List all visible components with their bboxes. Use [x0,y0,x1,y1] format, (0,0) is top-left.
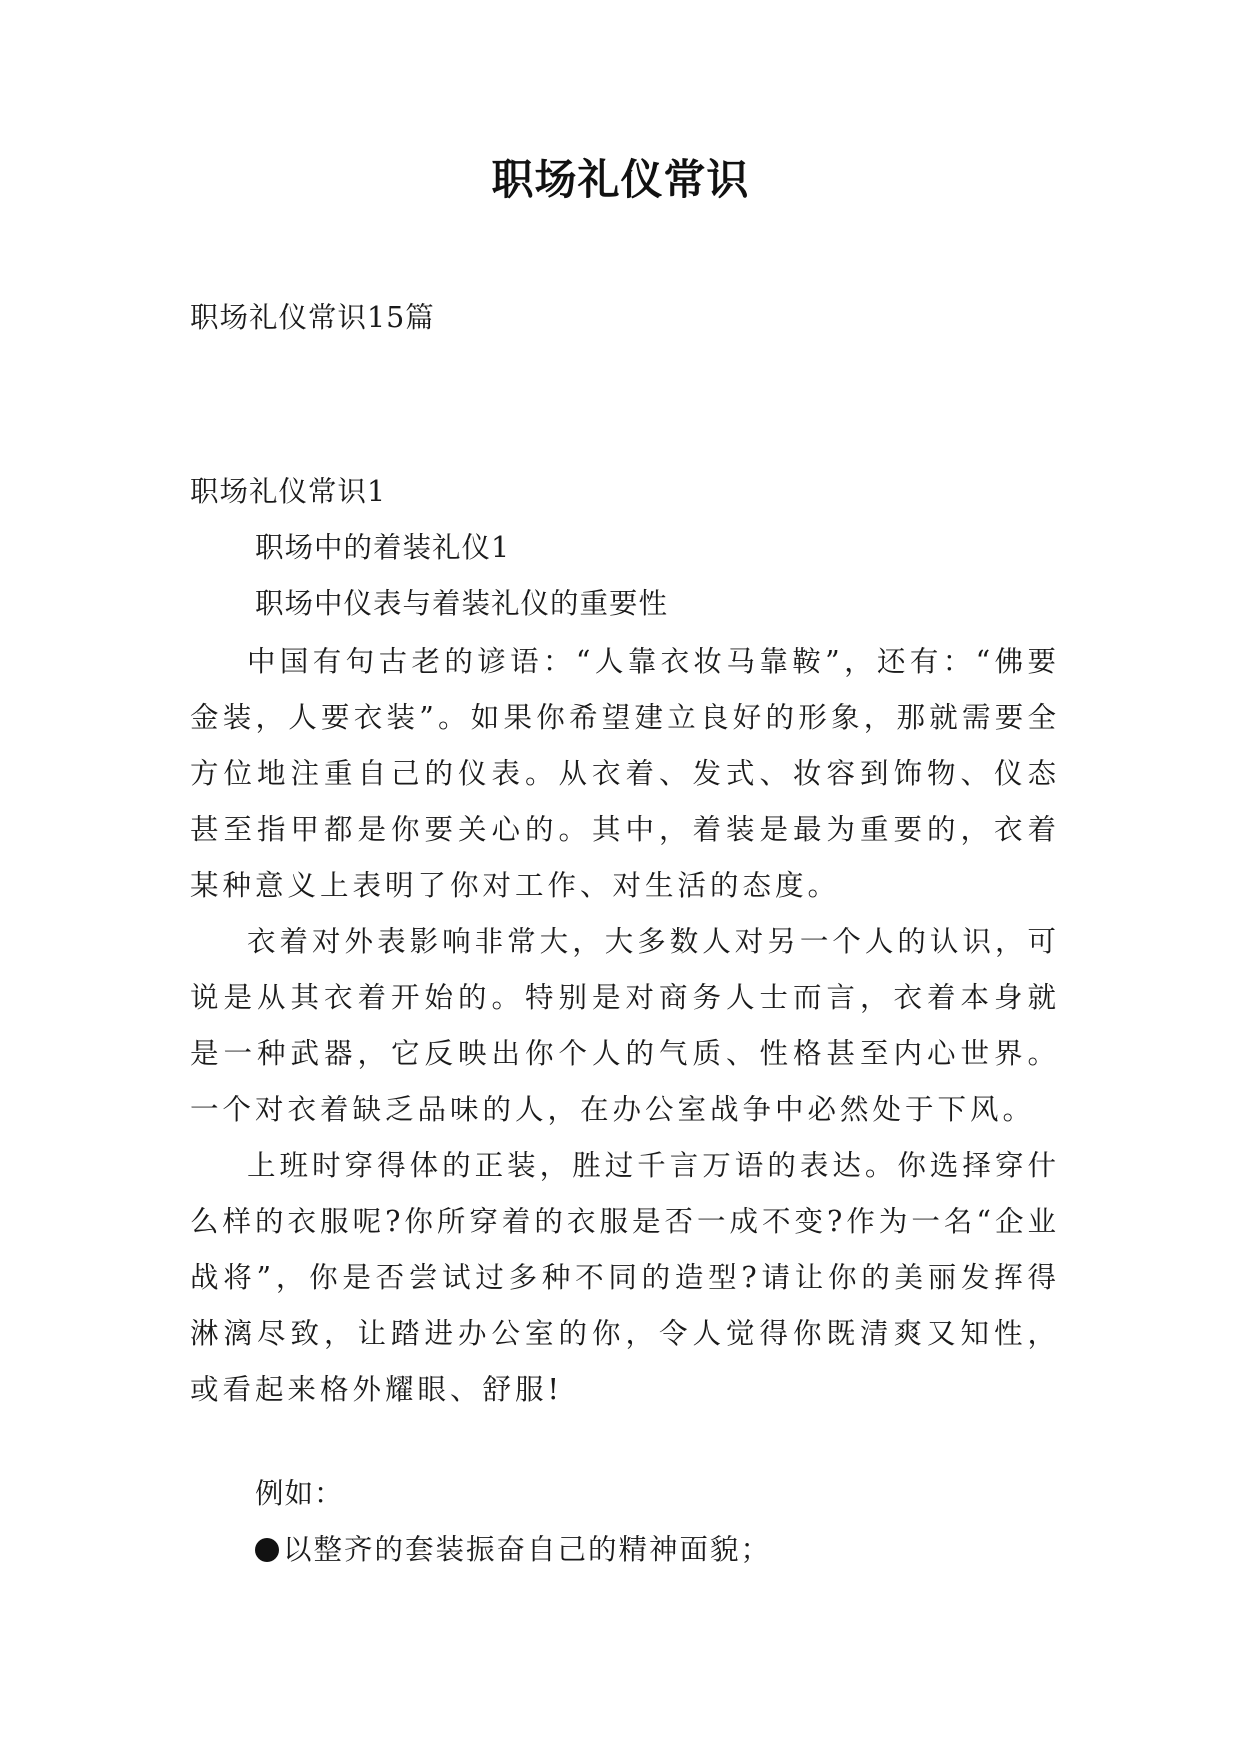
paragraph-formal-wear: 上班时穿得体的正装，胜过千言万语的表达。你选择穿什么样的衣服呢?你所穿着的衣服是否一成不变?作为一名“企业战将”，你是否尝试过多种不同的造型?请让你的美丽发挥得淋漓尽致，让踏进办公室的你，令人觉得你既清爽又知性，或看起来格外耀眼、舒服! [190,1149,1060,1406]
sub-heading-attire: 职场中的着装礼仪1 [255,531,511,564]
example-label: 例如： [255,1477,344,1510]
bullet-item-text: 以整齐的套装振奋自己的精神面貌； [283,1533,772,1566]
section-heading: 职场礼仪常识1 [190,475,387,508]
bullet-icon [255,1538,279,1562]
document-title: 职场礼仪常识 [491,155,750,204]
paragraph-proverb: 中国有句古老的谚语：“人靠衣妆马靠鞍”，还有：“佛要金装，人要衣装”。如果你希望建立良好的形象，那就需要全方位地注重自己的仪表。从衣着、发式、妆容到饰物、仪态甚至指甲都是你要关心的。其中，着装是最为重要的，衣着某种意义上表明了你对工作、对生活的态度。 [190,645,1060,902]
sub-heading-importance: 职场中仪表与着装礼仪的重要性 [255,587,669,620]
bullet-list-item [255,1530,771,1570]
document-subtitle: 职场礼仪常识15篇 [190,301,435,334]
paragraph-attire-impact: 衣着对外表影响非常大，大多数人对另一个人的认识，可说是从其衣着开始的。特别是对商务人士而言，衣着本身就是一种武器，它反映出你个人的气质、性格甚至内心世界。一个对衣着缺乏品味的人，在办公室战争中必然处于下风。 [190,925,1060,1126]
